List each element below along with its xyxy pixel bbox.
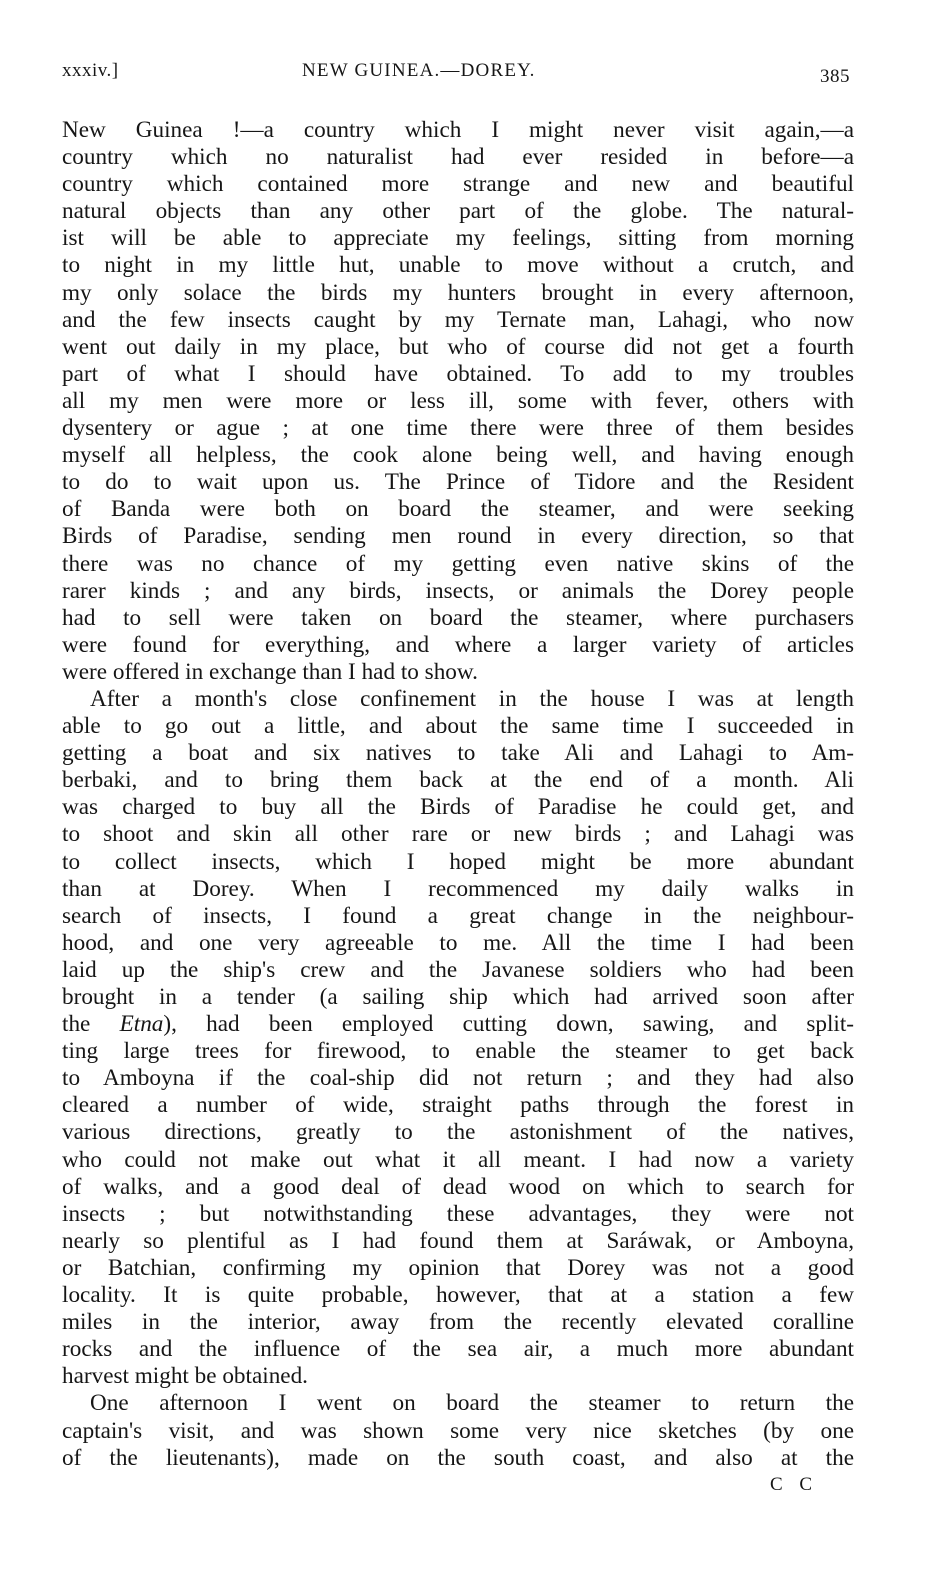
paragraph-end-line: harvest might be obtained.	[62, 1363, 308, 1390]
text-line: had to sell were taken on board the steamer, where purchasers	[62, 604, 854, 631]
text-line: my only solace the birds my hunters brought in every afternoon,	[62, 279, 854, 306]
text-line: various directions, greatly to the astonishment of the natives,	[62, 1119, 854, 1146]
text-line: laid up the ship's crew and the Javanese soldiers who had been	[62, 956, 854, 983]
text-line: myself all helpless, the cook alone being well, and having enough	[62, 442, 854, 469]
running-header	[62, 60, 850, 90]
text-line: country which contained more strange and new and beautiful	[62, 171, 854, 198]
signature-mark: C C	[770, 1474, 819, 1495]
text-line: to collect insects, which I hoped might be more abundant	[62, 848, 854, 875]
paragraph-end-line: were offered in exchange than I had to show.	[62, 658, 478, 685]
text-line: rarer kinds ; and any birds, insects, or animals the Dorey people	[62, 577, 854, 604]
text-line: getting a boat and six natives to take Ali and Lahagi to Am-	[62, 740, 854, 767]
text-line: to Amboyna if the coal-ship did not return ; and they had also	[62, 1065, 854, 1092]
text-line: Birds of Paradise, sending men round in every direction, so that	[62, 523, 854, 550]
text-line: or Batchian, confirming my opinion that Dorey was not a good	[62, 1254, 854, 1281]
text-line: miles in the interior, away from the recently elevated coralline	[62, 1309, 854, 1336]
text-line: berbaki, and to bring them back at the end of a month. Ali	[62, 767, 854, 794]
line-prefix: the	[62, 1011, 120, 1038]
text-line: of the lieutenants), made on the south coast, and also at the	[62, 1444, 854, 1471]
text-line: hood, and one very agreeable to me. All the time I had been	[62, 929, 854, 956]
text-line: ist will be able to appreciate my feelings, sitting from morning	[62, 225, 854, 252]
text-line: rocks and the influence of the sea air, a much more abundant	[62, 1336, 854, 1363]
running-title: NEW GUINEA.—DOREY.	[302, 60, 536, 81]
text-line: to shoot and skin all other rare or new birds ; and Lahagi was	[62, 821, 854, 848]
text-line: ting large trees for firewood, to enable the steamer to get back	[62, 1038, 854, 1065]
text-line-with-ship-name	[62, 1011, 854, 1038]
text-line: of walks, and a good deal of dead wood on which to search for	[62, 1173, 854, 1200]
text-line: of Banda were both on board the steamer, and were seeking	[62, 496, 854, 523]
text-line: New Guinea !—a country which I might never visit again,—a	[62, 117, 854, 143]
text-line: part of what I should have obtained. To add to my troubles	[62, 360, 854, 387]
text-line: cleared a number of wide, straight paths through the forest in	[62, 1092, 854, 1119]
text-line: natural objects than any other part of the globe. The natural-	[62, 198, 854, 225]
text-line: there was no chance of my getting even native skins of the	[62, 550, 854, 577]
body-text	[62, 117, 854, 1472]
ship-name: Etna	[119, 1011, 164, 1038]
text-line: dysentery or ague ; at one time there were three of them besides	[62, 415, 854, 442]
text-line: were found for everything, and where a larger variety of articles	[62, 631, 854, 658]
text-line: to do to wait upon us. The Prince of Tidore and the Resident	[62, 469, 854, 496]
text-line: locality. It is quite probable, however, that at a station a few	[62, 1282, 854, 1309]
text-line: brought in a tender (a sailing ship which had arrived soon after	[62, 984, 854, 1010]
text-line: was charged to buy all the Birds of Paradise he could get, and	[62, 794, 854, 821]
text-line: insects ; but notwithstanding these advantages, they were not	[62, 1200, 854, 1227]
text-line: went out daily in my place, but who of course did not get a fourth	[62, 333, 854, 360]
text-line: country which no naturalist had ever resided in before—a	[62, 144, 854, 171]
chapter-number: xxxiv.]	[62, 60, 119, 81]
text-line: all my men were more or less ill, some with fever, others with	[62, 387, 854, 414]
text-line: nearly so plentiful as I had found them at Saráwak, or Amboyna,	[62, 1227, 854, 1254]
text-line: who could not make out what it all meant. I had now a variety	[62, 1146, 854, 1173]
text-line: than at Dorey. When I recommenced my daily walks in	[62, 875, 854, 902]
paragraph-start-line: After a month's close confinement in the house I was at length	[90, 685, 854, 712]
text-line: captain's visit, and was shown some very nice sketches (by one	[62, 1417, 854, 1444]
text-line: and the few insects caught by my Ternate man, Lahagi, who now	[62, 306, 854, 333]
paragraph-start-line: One afternoon I went on board the steamer to return the	[90, 1390, 854, 1417]
text-line: search of insects, I found a great change in the neighbour-	[62, 902, 854, 929]
page-number: 385	[820, 66, 850, 87]
text-line: to night in my little hut, unable to move without a crutch, and	[62, 252, 854, 279]
text-line: able to go out a little, and about the same time I succeeded in	[62, 713, 854, 740]
line-suffix: ), had been employed cutting down, sawing, and split-	[163, 1011, 855, 1038]
